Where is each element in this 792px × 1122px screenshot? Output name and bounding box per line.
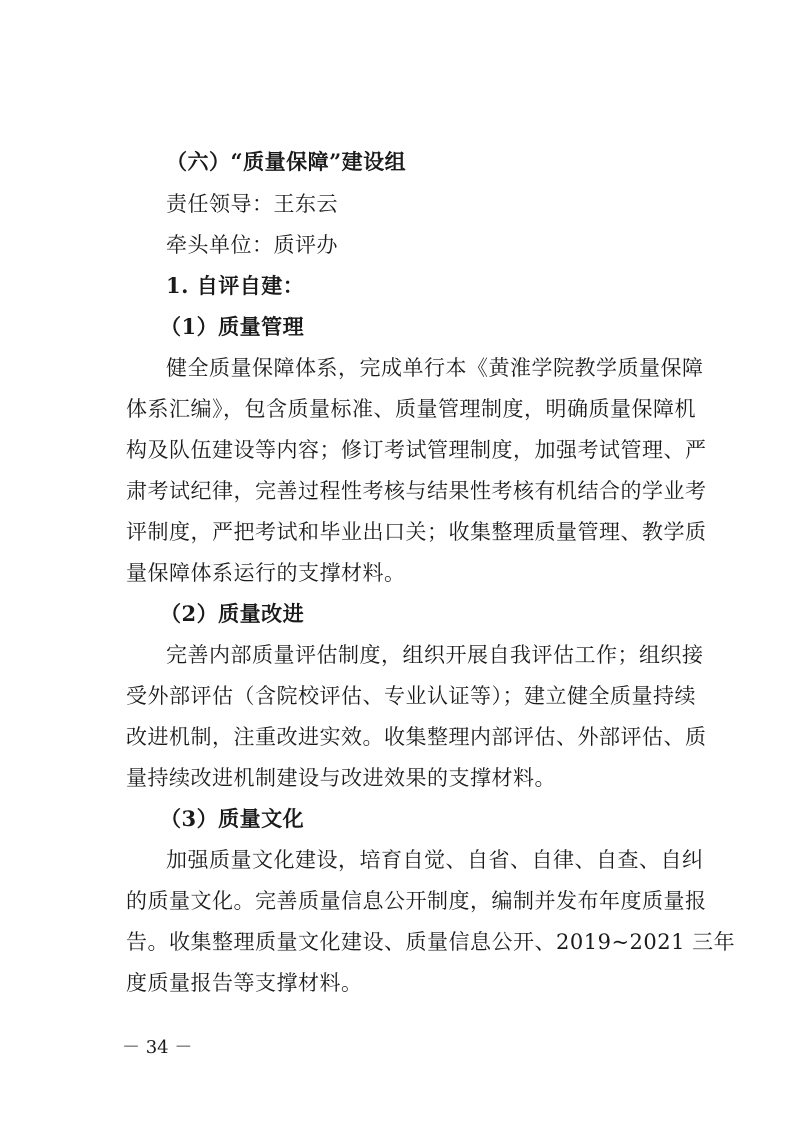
responsible-leader: 责任领导：王东云 (166, 192, 338, 216)
sub-1-line-5: 评制度，严把考试和毕业出口关；收集整理质量管理、教学质 (126, 520, 707, 544)
sub-1-line-3: 构及队伍建设等内容；修订考试管理制度，加强考试管理、严 (126, 438, 707, 462)
sub-3-heading: （3）质量文化 (160, 806, 305, 831)
sub-3-line-4: 度质量报告等支撑材料。 (126, 971, 363, 995)
sub-3-line-3: 告。收集整理质量文化建设、质量信息公开、2019~2021 三年 (126, 930, 736, 954)
sub-1-line-6: 量保障体系运行的支撑材料。 (126, 561, 406, 585)
sub-1-heading: （1）质量管理 (160, 314, 305, 339)
sub-1-line-1: 健全质量保障体系，完成单行本《黄淮学院教学质量保障 (166, 356, 704, 380)
sub-2-line-4: 量持续改进机制建设与改进效果的支撑材料。 (126, 766, 556, 790)
item-1-heading: 1. 自评自建： (166, 273, 305, 298)
sub-2-heading: （2）质量改进 (160, 601, 305, 626)
sub-1-line-2: 体系汇编》，包含质量标准、质量管理制度，明确质量保障机 (126, 397, 696, 421)
sub-3-line-2: 的质量文化。完善质量信息公开制度，编制并发布年度质量报 (126, 889, 707, 913)
page-number: － 34 － (122, 1037, 193, 1058)
lead-unit: 牵头单位：质评办 (166, 233, 338, 257)
sub-3-line-1: 加强质量文化建设，培育自觉、自省、自律、自查、自纠 (166, 848, 704, 872)
sub-1-line-4: 肃考试纪律，完善过程性考核与结果性考核有机结合的学业考 (126, 479, 707, 503)
section-heading: （六）“质量保障”建设组 (166, 149, 407, 174)
sub-2-line-1: 完善内部质量评估制度，组织开展自我评估工作；组织接 (166, 643, 704, 667)
sub-2-line-3: 改进机制，注重改进实效。收集整理内部评估、外部评估、质 (126, 725, 707, 749)
sub-2-line-2: 受外部评估（含院校评估、专业认证等）；建立健全质量持续 (126, 684, 696, 708)
